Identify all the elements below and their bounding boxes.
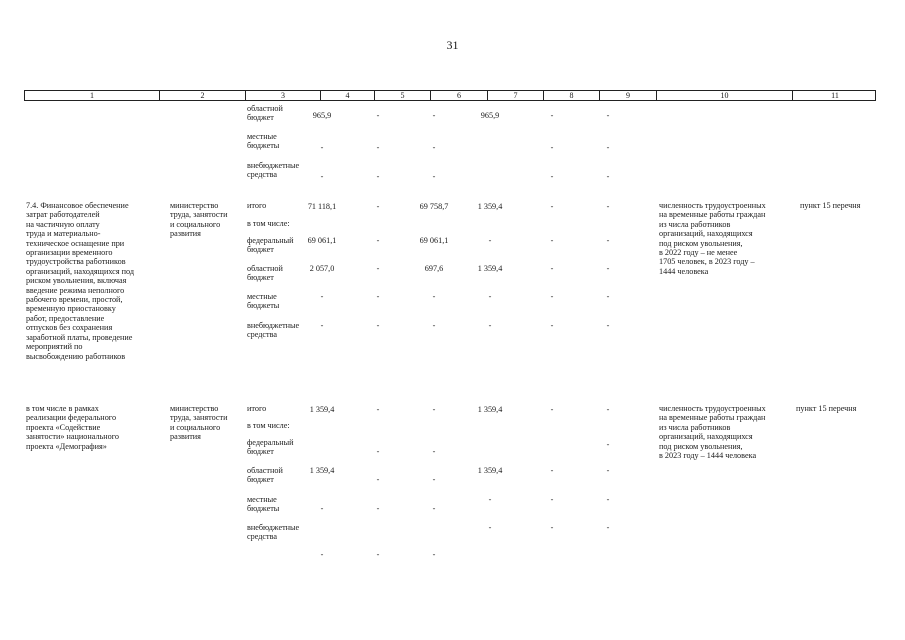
expected-result: численность трудоустроенных на временные работы граждан из числа работников организаций, находящихся под риском увольнения, в 2023 году – 1444 человека: [659, 404, 766, 461]
expected-result: численность трудоустроенных на временные работы граждан из числа работников организаций, находящихся под риском увольнения, в 2022 году – не менее 1705 человек, в 2023 году – 1444 человека: [659, 201, 766, 276]
amount-cell: -: [488, 292, 492, 301]
budget-source-label: местные бюджеты: [247, 132, 280, 151]
amount-cell: -: [488, 523, 492, 532]
column-header-2: 2: [160, 91, 246, 100]
amount-cell: -: [376, 292, 380, 301]
budget-source-label: федеральный бюджет: [247, 236, 294, 255]
budget-source-label: в том числе:: [247, 219, 290, 228]
amount-cell: -: [432, 447, 436, 456]
column-header-8: 8: [544, 91, 600, 100]
amount-cell: -: [376, 550, 380, 559]
amount-cell: 69 061,1: [419, 236, 449, 245]
column-header-1: 1: [25, 91, 160, 100]
amount-cell: -: [488, 495, 492, 504]
amount-cell: -: [606, 405, 610, 414]
amount-cell: -: [606, 111, 610, 120]
amount-cell: -: [320, 550, 324, 559]
amount-cell: -: [320, 172, 324, 181]
amount-cell: 69 758,7: [419, 202, 449, 211]
amount-cell: -: [376, 504, 380, 513]
column-header-3: 3: [246, 91, 321, 100]
column-header-7: 7: [488, 91, 544, 100]
column-header-9: 9: [600, 91, 657, 100]
amount-cell: -: [550, 292, 554, 301]
amount-cell: -: [320, 321, 324, 330]
amount-cell: -: [376, 405, 380, 414]
amount-cell: -: [432, 475, 436, 484]
budget-source-label: федеральный бюджет: [247, 438, 294, 457]
amount-cell: -: [550, 321, 554, 330]
budget-source-label: внебюджетные средства: [247, 161, 300, 180]
amount-cell: -: [432, 172, 436, 181]
amount-cell: -: [606, 440, 610, 449]
column-header-4: 4: [321, 91, 375, 100]
amount-cell: -: [376, 172, 380, 181]
amount-cell: 1 359,4: [309, 466, 335, 475]
budget-source-label: внебюджетные средства: [247, 321, 300, 340]
amount-cell: -: [432, 405, 436, 414]
amount-cell: -: [376, 475, 380, 484]
executor: министерство труда, занятости и социального развития: [170, 201, 228, 239]
amount-cell: -: [320, 504, 324, 513]
amount-cell: -: [376, 236, 380, 245]
budget-source-label: местные бюджеты: [247, 495, 280, 514]
amount-cell: -: [432, 143, 436, 152]
amount-cell: -: [376, 264, 380, 273]
amount-cell: 69 061,1: [307, 236, 337, 245]
amount-cell: -: [550, 202, 554, 211]
table-header-row: [24, 90, 876, 101]
amount-cell: -: [432, 550, 436, 559]
budget-source-label: итого: [247, 404, 267, 413]
amount-cell: -: [376, 111, 380, 120]
amount-cell: -: [432, 321, 436, 330]
amount-cell: -: [320, 143, 324, 152]
amount-cell: 1 359,4: [477, 264, 503, 273]
budget-source-label: областной бюджет: [247, 264, 283, 283]
amount-cell: -: [550, 405, 554, 414]
amount-cell: 1 359,4: [477, 405, 503, 414]
amount-cell: -: [432, 292, 436, 301]
measure-name: в том числе в рамках реализации федерального проекта «Содействие занятости» национального проекта «Демография»: [26, 404, 120, 451]
page-number: 31: [446, 38, 459, 52]
amount-cell: 1 359,4: [309, 405, 335, 414]
amount-cell: -: [320, 292, 324, 301]
reference-note: пункт 15 перечня: [796, 404, 857, 413]
amount-cell: -: [606, 466, 610, 475]
amount-cell: -: [432, 111, 436, 120]
budget-source-label: внебюджетные средства: [247, 523, 300, 542]
column-header-10: 10: [657, 91, 793, 100]
budget-source-label: местные бюджеты: [247, 292, 280, 311]
budget-source-label: областной бюджет: [247, 104, 283, 123]
amount-cell: -: [606, 202, 610, 211]
measure-name: 7.4. Финансовое обеспечение затрат работодателей на частичную оплату труда и материально- техническое оснащение при организации временного трудоустройства работников организаций, находящихся под риском увольнения, включая введение режима неполного рабочего времени, простой, временную приостановку работ, предоставление отпусков без сохранения заработной платы, проведение мероприятий по высвобождению работников: [26, 201, 135, 361]
amount-cell: -: [488, 236, 492, 245]
amount-cell: -: [606, 292, 610, 301]
amount-cell: -: [550, 495, 554, 504]
amount-cell: -: [606, 495, 610, 504]
amount-cell: -: [550, 264, 554, 273]
column-header-11: 11: [831, 91, 839, 100]
amount-cell: -: [550, 466, 554, 475]
amount-cell: -: [606, 172, 610, 181]
amount-cell: -: [550, 523, 554, 532]
column-header-5: 5: [375, 91, 431, 100]
amount-cell: 1 359,4: [477, 466, 503, 475]
amount-cell: -: [550, 111, 554, 120]
amount-cell: -: [606, 264, 610, 273]
amount-cell: 1 359,4: [477, 202, 503, 211]
column-header-6: 6: [431, 91, 488, 100]
budget-source-label: итого: [247, 201, 267, 210]
executor: министерство труда, занятости и социального развития: [170, 404, 228, 442]
amount-cell: -: [376, 143, 380, 152]
amount-cell: -: [550, 143, 554, 152]
amount-cell: 697,6: [424, 264, 444, 273]
amount-cell: -: [606, 143, 610, 152]
reference-note: пункт 15 перечня: [800, 201, 861, 210]
amount-cell: 965,9: [312, 111, 332, 120]
amount-cell: -: [606, 236, 610, 245]
amount-cell: -: [550, 172, 554, 181]
amount-cell: -: [488, 321, 492, 330]
amount-cell: 71 118,1: [307, 202, 337, 211]
budget-source-label: областной бюджет: [247, 466, 283, 485]
amount-cell: -: [376, 321, 380, 330]
amount-cell: -: [550, 236, 554, 245]
amount-cell: -: [606, 321, 610, 330]
budget-source-label: в том числе:: [247, 421, 290, 430]
amount-cell: 2 057,0: [309, 264, 335, 273]
amount-cell: -: [376, 447, 380, 456]
amount-cell: -: [606, 523, 610, 532]
amount-cell: -: [376, 202, 380, 211]
amount-cell: 965,9: [480, 111, 500, 120]
amount-cell: -: [432, 504, 436, 513]
